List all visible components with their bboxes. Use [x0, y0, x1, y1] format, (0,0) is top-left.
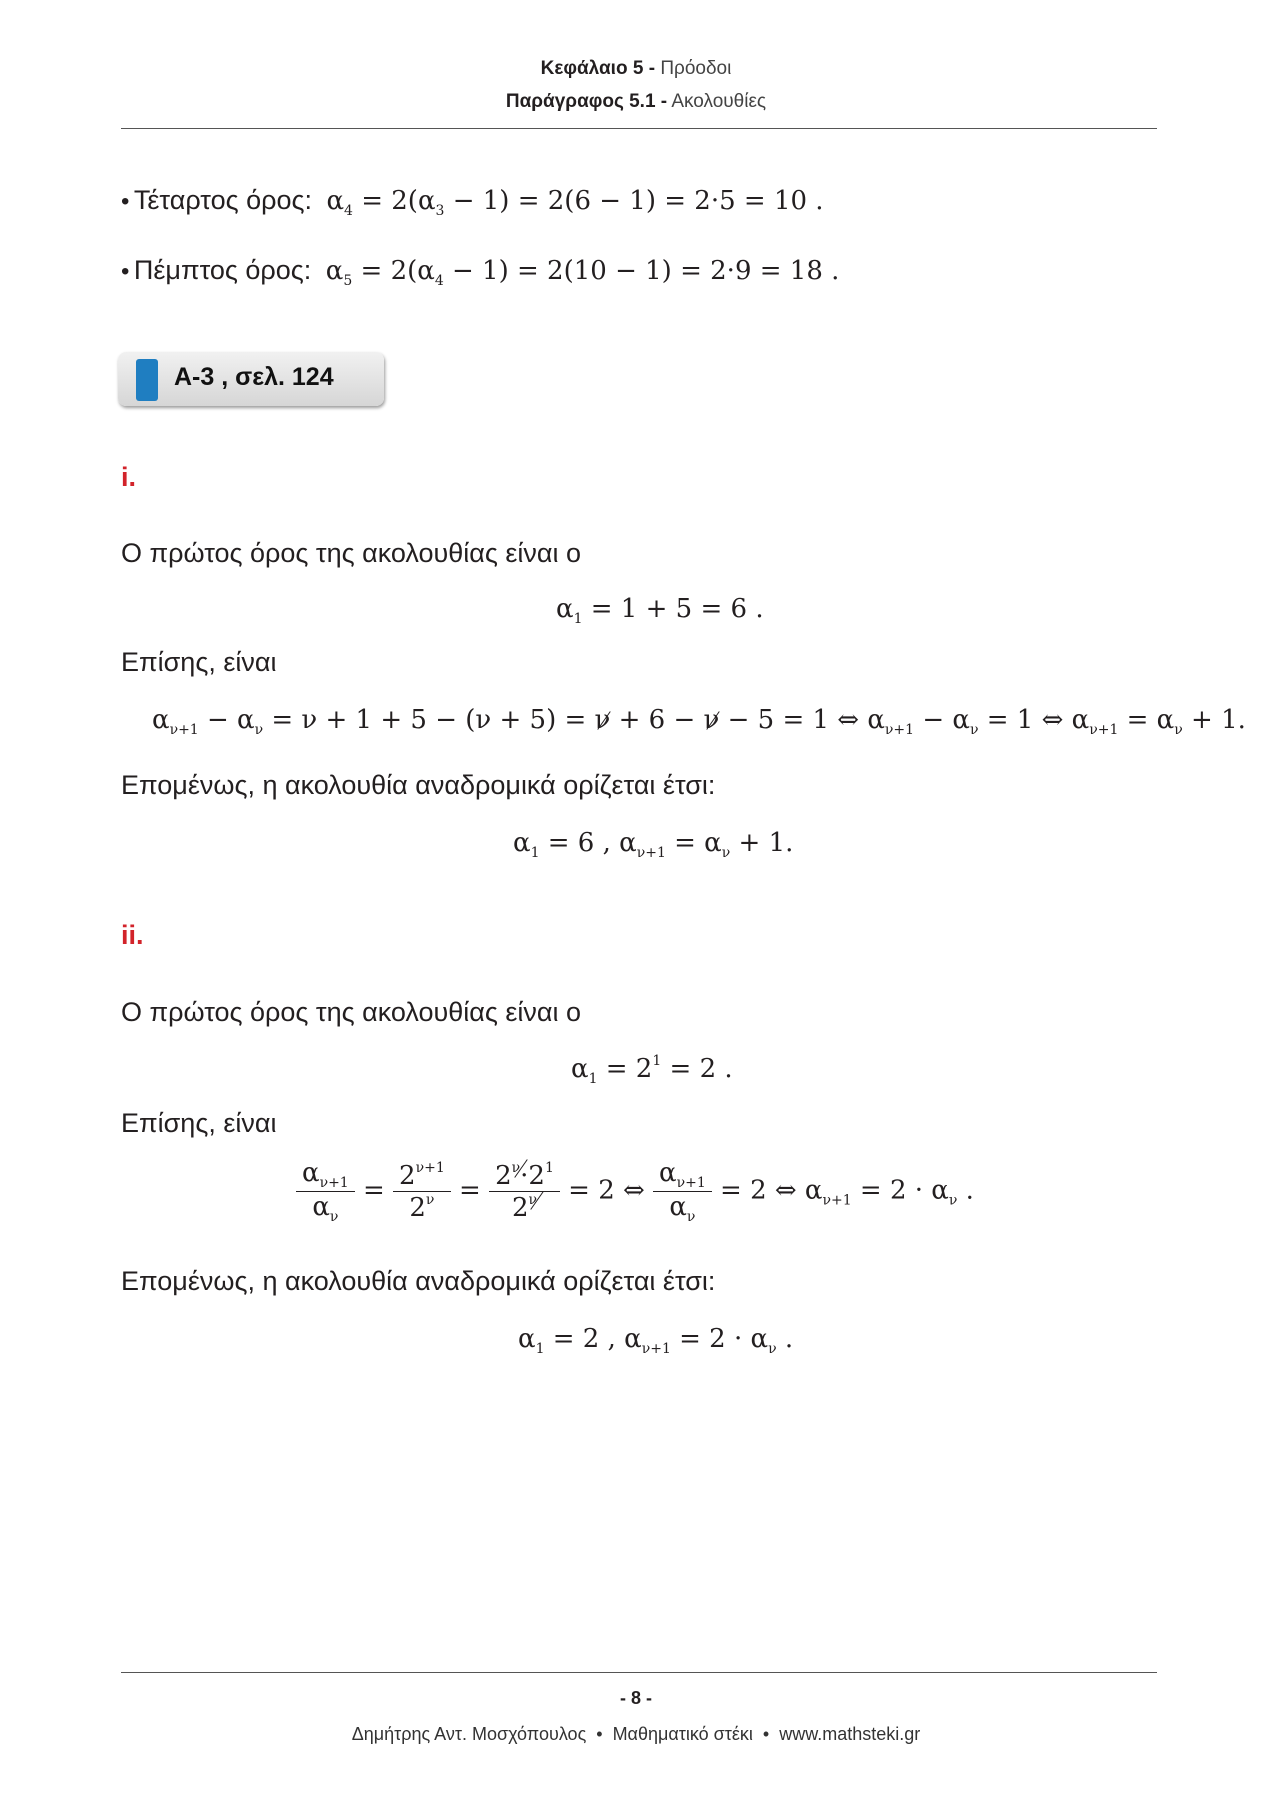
- part-i-therefore: Επομένως, η ακολουθία αναδρομικά ορίζεται έτσι:: [121, 770, 716, 800]
- math-i-recursive: $\alpha_1 = 6$ , $\alpha_{\nu+1} = \alpha_\nu + 1$.: [513, 828, 794, 861]
- part-ii-intro: Ο πρώτος όρος της ακολουθίας είναι ο: [121, 997, 582, 1027]
- math-fifth-term: $\alpha_5 = 2(\alpha_4 - 1) = 2(10 - 1) = 2\cdot 9 = 18$ .: [325, 256, 840, 289]
- math-ii-ratio: $\frac{\alpha_{\nu+1}}{\alpha_\nu}$ = $\frac{2^{\nu+1}}{2^\nu}$ = $\frac{2^\nu\cdot 2^1}{2^\nu}$ = 2 ⇔ $\frac{\alpha_{\nu+1}}{\alpha_\nu}$ = 2 ⇔ $\alpha_{\nu+1} = 2 \cdot \alpha_\nu$ .: [296, 1158, 974, 1225]
- part-i-also: Επίσης, είναι: [121, 647, 277, 677]
- part-i-marker: i.: [121, 462, 137, 492]
- bullet-icon: •: [121, 258, 130, 285]
- header-chapter: Κεφάλαιο 5 - Πρόοδοι: [540, 58, 732, 79]
- header-section: Παράγραφος 5.1 - Ακολουθίες: [505, 91, 767, 112]
- part-ii-therefore: Επομένως, η ακολουθία αναδρομικά ορίζεται έτσι:: [121, 1266, 716, 1296]
- bullet-icon: •: [121, 188, 130, 215]
- badge-label: Α-3 , σελ. 124: [174, 363, 334, 391]
- math-ii-first-term: $\alpha_1 = 2^1 = 2$ .: [571, 1053, 733, 1087]
- badge-marker-icon: [136, 359, 158, 401]
- bullet-fourth-term: • Τέταρτος όρος: $\alpha_4 = 2(\alpha_3 - 1) = 2(6 - 1) = 2\cdot 5 = 10$ .: [121, 185, 824, 219]
- math-i-first-term: $\alpha_1 = 1 + 5 = 6$ .: [556, 594, 764, 627]
- footer-credits: Δημήτρης Αντ. Μοσχόπουλος • Μαθηματικό στέκι • www.mathsteki.gr: [351, 1724, 921, 1744]
- math-fourth-term: $\alpha_4 = 2(\alpha_3 - 1) = 2(6 - 1) = 2\cdot 5 = 10$ .: [326, 186, 824, 219]
- part-i-intro: Ο πρώτος όρος της ακολουθίας είναι ο: [121, 538, 582, 568]
- footer-divider: [121, 1672, 1157, 1673]
- header-divider: [121, 128, 1157, 129]
- math-i-difference: $\alpha_{\nu+1} - \alpha_\nu = \nu + 1 + 5 - (\nu + 5) = \nu + 6 - \nu - 5 = 1$ ⇔ $\alpha_{\nu+1} - \alpha_\nu = 1$ ⇔ $\alpha_{\nu+1} = \alpha_\nu + 1$.: [152, 705, 1246, 738]
- math-ii-recursive: $\alpha_1 = 2$ , $\alpha_{\nu+1} = 2 \cdot \alpha_\nu$ .: [518, 1324, 794, 1357]
- exercise-badge: [118, 352, 384, 406]
- page-number: - 8 -: [619, 1688, 652, 1708]
- bullet-fifth-term: • Πέμπτος όρος: $\alpha_5 = 2(\alpha_4 - 1) = 2(10 - 1) = 2\cdot 9 = 18$ .: [121, 255, 840, 289]
- part-ii-marker: ii.: [121, 920, 144, 950]
- part-ii-also: Επίσης, είναι: [121, 1108, 277, 1138]
